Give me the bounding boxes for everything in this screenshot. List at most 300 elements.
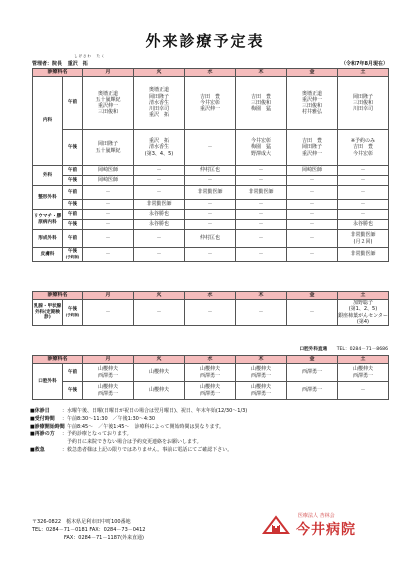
schedule-cell (286, 220, 337, 230)
cell-line: 岡崎医師 (301, 167, 322, 174)
cell-line: － (258, 211, 264, 218)
schedule-cell (337, 166, 388, 176)
cell-line: 非常勤医師 (248, 189, 274, 196)
cell-line: 岡田隆子 (148, 93, 169, 100)
cell-line: 今井宏彰 (352, 150, 373, 157)
table-row (33, 382, 389, 400)
schedule-cell (337, 200, 388, 210)
note-text: ：午前8:45～ ／午後1:45～ 診療科によって開始時間は異なります。 (62, 423, 225, 430)
schedule-cell (184, 364, 235, 382)
schedule-cell (134, 364, 185, 382)
cell-line: － (258, 309, 264, 316)
department-name: 外科 (33, 166, 63, 186)
table-row (33, 186, 389, 200)
cell-line: 永谷勝也 (148, 211, 169, 218)
cell-line: － (105, 201, 111, 208)
cell-line: － (207, 144, 213, 151)
schedule-cell (134, 300, 185, 326)
day-header: 土 (337, 292, 388, 300)
schedule-cell (337, 210, 388, 220)
dental-direct-line (300, 346, 388, 352)
dental-tel: TEL：0284－71－8686 (336, 347, 388, 352)
manager-name: 重沢 拓 (67, 61, 88, 67)
cell-line: 岡崎医師 (98, 167, 119, 174)
cell-line: － (105, 251, 111, 258)
schedule-cell (337, 230, 388, 248)
cell-line: 重沢 拓 (148, 112, 169, 119)
note-text: ：救急患者様は上記の限りではありません。事前に電話にてご確認下さい。 (62, 446, 233, 453)
session-text: 午前 (67, 100, 78, 106)
schedule-cell (235, 176, 286, 186)
schedule-cell (337, 77, 388, 130)
session-label (63, 130, 83, 166)
schedule-header-row (33, 356, 389, 364)
cell-line: 仲村匡也 (199, 235, 220, 242)
schedule-cell (286, 186, 337, 200)
schedule-cell (337, 300, 388, 326)
session-text: 午後 (67, 221, 78, 227)
cell-line: 重沢伸一 (301, 96, 322, 103)
note-row (30, 431, 390, 439)
table-row (33, 230, 389, 248)
table-row (33, 176, 389, 186)
schedule-cell (235, 186, 286, 200)
cell-line: 岡田隆子 (98, 141, 119, 148)
manager-ruby: しげさわ たく (74, 54, 106, 58)
schedule-cell (235, 220, 286, 230)
cell-line: 三田俊和 (352, 99, 373, 106)
cell-line: － (258, 251, 264, 258)
schedule-cell (337, 220, 388, 230)
day-header: 火 (134, 69, 185, 77)
cell-line: － (309, 309, 315, 316)
schedule-cell (83, 300, 134, 326)
day-header: 水 (184, 69, 235, 77)
day-header: 水 (184, 292, 235, 300)
cell-line: 西澤勇一 (352, 372, 373, 379)
day-header: 土 (337, 356, 388, 364)
cell-line: 山櫻伸夫 (98, 366, 119, 373)
schedule-cell (235, 300, 286, 326)
schedule-cell (184, 230, 235, 248)
day-header: 月 (83, 292, 134, 300)
day-header: 金 (286, 356, 337, 364)
day-header: 金 (286, 69, 337, 77)
footer-address (32, 518, 145, 542)
schedule-cell (83, 364, 134, 382)
cell-line: 山櫻伸夫 (250, 366, 271, 373)
schedule-header-row (33, 292, 389, 300)
notes-section (30, 408, 390, 455)
day-header: 火 (134, 356, 185, 364)
cell-line: 西澤勇一 (250, 372, 271, 379)
session-text: 午前 (67, 211, 78, 217)
session-label (63, 382, 83, 400)
cell-line: － (309, 201, 315, 208)
table-row (33, 166, 389, 176)
cell-line: － (309, 221, 315, 228)
schedule-cell (286, 176, 337, 186)
cell-line: － (156, 309, 162, 316)
schedule-cell (184, 220, 235, 230)
cell-line: 岡田隆子 (301, 144, 322, 151)
note-row (30, 416, 390, 424)
cell-line: 西澤勇一 (98, 390, 119, 397)
schedule-cell (134, 77, 185, 130)
day-header: 木 (235, 292, 286, 300)
note-label: ■休診日 (30, 408, 50, 414)
cell-line: － (156, 235, 162, 242)
session-text: 午前 (67, 369, 78, 375)
cell-line: － (207, 211, 213, 218)
schedule-cell (286, 364, 337, 382)
schedule-cell (184, 166, 235, 176)
page-title: 外来診療予定表 (145, 32, 265, 50)
schedule-cell (184, 300, 235, 326)
schedule-cell (337, 382, 388, 400)
schedule-cell (184, 77, 235, 130)
schedule-cell (337, 176, 388, 186)
schedule-cell (83, 77, 134, 130)
schedule-cell (184, 186, 235, 200)
schedule-cell (83, 166, 134, 176)
cell-line: 奥墻正道 (98, 90, 119, 97)
note-text: ：水曜午後、日曜(日曜日が祝日の場合は翌月曜日)、祝日、年末年始(12/30～1/3) (62, 408, 248, 414)
schedule-cell (134, 200, 185, 210)
session-text: 午後 (67, 307, 78, 313)
session-label (63, 200, 83, 210)
cell-line: 西澤勇一 (199, 372, 220, 379)
session-text: 午後 (67, 249, 78, 255)
cell-line: － (156, 189, 162, 196)
session-label (63, 176, 83, 186)
session-label (63, 220, 83, 230)
cell-line: － (258, 167, 264, 174)
cell-line: － (360, 177, 366, 184)
note-text: ：予約診療となっております。 (62, 431, 132, 438)
dept-header: 診療科名 (33, 69, 83, 77)
cell-line: 重沢 拓 (148, 138, 169, 145)
day-header: 水 (184, 356, 235, 364)
footer-fax: FAX：0284－71－1187(外来直通) (64, 535, 144, 541)
session-text: 午後 (67, 177, 78, 183)
schedule-cell (184, 210, 235, 220)
schedule-cell (83, 200, 134, 210)
manager-label: 管理者：院長 (32, 61, 63, 67)
cell-line: － (360, 201, 366, 208)
schedule-cell (337, 186, 388, 200)
cell-line: 重沢伸一 (199, 106, 220, 113)
cell-line: － (258, 201, 264, 208)
table-row (33, 300, 389, 326)
cell-line: 西澤勇一 (199, 390, 220, 397)
cell-line: 奥墻正道 (301, 90, 322, 97)
cell-line: 清水香生 (148, 144, 169, 151)
schedule-cell (286, 248, 337, 262)
cell-line: 西澤勇一 (250, 390, 271, 397)
as-of-date: （令和7年8月現在） (341, 61, 388, 67)
table-row (33, 200, 389, 210)
cell-line: 山櫻伸夫 (98, 384, 119, 391)
schedule-cell (235, 230, 286, 248)
cell-line: 永谷勝也 (352, 221, 373, 228)
dental-note-label: 口腔外科直通 (299, 347, 328, 352)
note-row (30, 447, 390, 455)
cell-line: (第1、2、5) (348, 306, 378, 313)
session-sub: (予約制) (65, 255, 80, 260)
schedule-cell (134, 166, 185, 176)
schedule-cell (134, 382, 185, 400)
department-name: 整形外科 (33, 186, 63, 210)
dept-header: 診療科名 (33, 292, 83, 300)
session-label (63, 77, 83, 130)
footer-tel: TEL：0284－71－0181 FAX：0284－73－0412 (32, 527, 146, 533)
schedule-cell (83, 230, 134, 248)
schedule-cell (83, 130, 134, 166)
cell-line: 吉田 豊 (250, 93, 271, 100)
cell-line: 五十嵐輝紀 (95, 96, 121, 103)
cell-line: － (105, 189, 111, 196)
schedule-header-row (33, 69, 389, 77)
cell-line: － (309, 189, 315, 196)
cell-line: － (105, 309, 111, 316)
cell-line: 奥墻正道 (148, 87, 169, 94)
main-schedule-table (32, 68, 389, 262)
cell-line: － (309, 251, 315, 258)
cell-line: 三田俊和 (98, 109, 119, 116)
cell-line: － (207, 309, 213, 316)
note-label (30, 439, 62, 447)
table-row (33, 364, 389, 382)
schedule-cell (134, 220, 185, 230)
note-label: ■受付時間 (30, 415, 55, 422)
cell-line: 山櫻伸夫 (199, 384, 220, 391)
schedule-cell (235, 130, 286, 166)
schedule-cell (235, 166, 286, 176)
cell-line: 非常勤医師 (350, 251, 376, 258)
footer-postal: 〒326-0822 栃木県足利市田中町100番地 (32, 519, 131, 525)
cell-line: 西澤勇一 (301, 387, 322, 394)
cell-line: 永谷勝也 (148, 221, 169, 228)
cell-line: 山櫻伸夫 (250, 384, 271, 391)
department-name: 形成外科 (33, 230, 63, 248)
cell-line: 吉田 豊 (199, 93, 220, 100)
session-text: 午前 (67, 189, 78, 195)
cell-line: 今井宏彰 (199, 99, 220, 106)
cell-line: 五十嵐輝紀 (95, 147, 121, 154)
cell-line: － (258, 235, 264, 242)
cell-line: ※予約のみ (350, 138, 376, 145)
manager-line (32, 54, 106, 67)
schedule-cell (134, 210, 185, 220)
session-text: 午前 (67, 167, 78, 173)
cell-line: 山櫻伸夫 (148, 387, 169, 394)
day-header: 土 (337, 69, 388, 77)
note-label: ■救急 (30, 446, 45, 453)
schedule-cell (184, 130, 235, 166)
note-row (30, 408, 390, 416)
session-text: 午後 (67, 201, 78, 207)
table-row (33, 248, 389, 262)
session-sub: (予約制) (65, 313, 80, 318)
cell-line: － (360, 211, 366, 218)
schedule-cell (337, 248, 388, 262)
cell-line: 岡崎医師 (98, 177, 119, 184)
cell-line: － (156, 251, 162, 258)
cell-line: － (309, 235, 315, 242)
session-text: 午前 (67, 235, 78, 241)
cell-line: － (105, 221, 111, 228)
session-text: 午後 (67, 144, 78, 150)
day-header: 月 (83, 69, 134, 77)
schedule-cell (286, 210, 337, 220)
cell-line: － (207, 221, 213, 228)
cell-line: － (360, 167, 366, 174)
cell-line: － (309, 177, 315, 184)
schedule-cell (184, 176, 235, 186)
session-label (63, 230, 83, 248)
schedule-cell (286, 130, 337, 166)
schedule-cell (83, 176, 134, 186)
cell-line: － (207, 177, 213, 184)
department-name: 皮膚科 (33, 248, 63, 262)
schedule-cell (134, 176, 185, 186)
cell-line: (月２回) (353, 238, 373, 245)
note-text: 予約日に来院できない場合は予約変更連絡をお願いします。 (62, 439, 202, 445)
cell-line: 岡田隆子 (352, 93, 373, 100)
schedule-cell (235, 200, 286, 210)
schedule-cell (134, 130, 185, 166)
day-header: 木 (235, 69, 286, 77)
cell-line: 梅園 猛 (250, 106, 271, 113)
schedule-cell (235, 382, 286, 400)
cell-line: 重沢伸一 (98, 103, 119, 109)
hospital-name: 今井病院 (296, 522, 356, 538)
cell-line: － (105, 235, 111, 242)
cell-line: 吉田 豊 (352, 144, 373, 151)
schedule-cell (184, 248, 235, 262)
department-name: 口腔外科 (33, 364, 63, 400)
department-name: リウマチ・膠原病内科 (33, 210, 63, 230)
schedule-cell (83, 220, 134, 230)
cell-line: 清水香生 (148, 99, 169, 106)
dental-schedule-table (32, 355, 389, 400)
cell-line: － (309, 211, 315, 218)
cell-line: － (105, 211, 111, 218)
cell-line: 山櫻伸夫 (148, 369, 169, 376)
schedule-cell (83, 210, 134, 220)
schedule-cell (83, 382, 134, 400)
cell-line: 野澤成大 (250, 150, 271, 157)
table-row (33, 130, 389, 166)
department-name: 乳腺・甲状腺外科(定期検診) (33, 300, 63, 326)
cell-line: 非常勤医師 (350, 232, 376, 239)
cell-line: 山櫻伸夫 (352, 366, 373, 373)
schedule-cell (184, 382, 235, 400)
session-text: 午後 (67, 387, 78, 393)
cell-line: 三田俊和 (301, 103, 322, 109)
cell-line: 三田俊和 (250, 99, 271, 106)
cell-line: － (207, 201, 213, 208)
cell-line: 西澤勇一 (98, 372, 119, 379)
schedule-cell (235, 248, 286, 262)
day-header: 金 (286, 292, 337, 300)
cell-line: 山櫻伸夫 (199, 366, 220, 373)
note-label: ■再診の方 (30, 431, 55, 438)
table-row (33, 220, 389, 230)
cell-line: － (207, 251, 213, 258)
cell-line: 吉田 豊 (301, 138, 322, 145)
schedule-cell (83, 248, 134, 262)
schedule-cell (286, 300, 337, 326)
day-header: 月 (83, 356, 134, 364)
day-header: 火 (134, 292, 185, 300)
schedule-cell (235, 364, 286, 382)
session-label (63, 300, 83, 326)
schedule-cell (134, 230, 185, 248)
schedule-cell (235, 77, 286, 130)
cell-line: 非常勤医師 (197, 189, 223, 196)
cell-line: － (156, 177, 162, 184)
schedule-cell (337, 364, 388, 382)
cell-line: (第3、4、5) (144, 150, 174, 157)
schedule-cell (337, 130, 388, 166)
breast-schedule-table (32, 291, 389, 326)
cell-line: 川田幸司 (148, 106, 169, 113)
session-label (63, 248, 83, 262)
cell-line: 村井雅弘 (301, 109, 322, 116)
schedule-cell (83, 186, 134, 200)
schedule-cell (286, 230, 337, 248)
schedule-cell (286, 200, 337, 210)
schedule-cell (184, 200, 235, 210)
cell-line: － (156, 167, 162, 174)
cell-line: 非常勤医師 (146, 201, 172, 208)
cell-line: － (258, 177, 264, 184)
table-row (33, 77, 389, 130)
schedule-cell (134, 248, 185, 262)
cell-line: 加野聡子 (352, 300, 373, 306)
schedule-cell (286, 382, 337, 400)
cell-line: 梅園 猛 (250, 144, 271, 151)
session-label (63, 166, 83, 176)
cell-line: 銀座柿葉がんセンター (338, 312, 388, 319)
session-label (63, 364, 83, 382)
cell-line: (第4) (356, 318, 370, 325)
cell-line: 重沢伸一 (301, 150, 322, 157)
hospital-logo-icon (258, 513, 294, 537)
schedule-cell (286, 77, 337, 130)
table-row (33, 210, 389, 220)
session-label (63, 186, 83, 200)
department-name: 内科 (33, 77, 63, 166)
organization-name: 医療法人 杏林会 (298, 513, 335, 519)
note-text: ：午前8:30～11:30 ／午後1:30～4:30 (62, 415, 156, 422)
schedule-cell (134, 186, 185, 200)
day-header: 木 (235, 356, 286, 364)
cell-line: 西澤勇一 (301, 369, 322, 376)
cell-line: 仲村匡也 (199, 167, 220, 174)
note-row (30, 439, 390, 447)
cell-line: 今井宏彰 (250, 138, 271, 145)
schedule-cell (286, 166, 337, 176)
schedule-cell (235, 210, 286, 220)
session-label (63, 210, 83, 220)
dept-header: 診療科名 (33, 356, 83, 364)
cell-line: － (258, 221, 264, 228)
note-label: ■診療開始時間 (30, 423, 65, 430)
cell-line: － (360, 189, 366, 196)
